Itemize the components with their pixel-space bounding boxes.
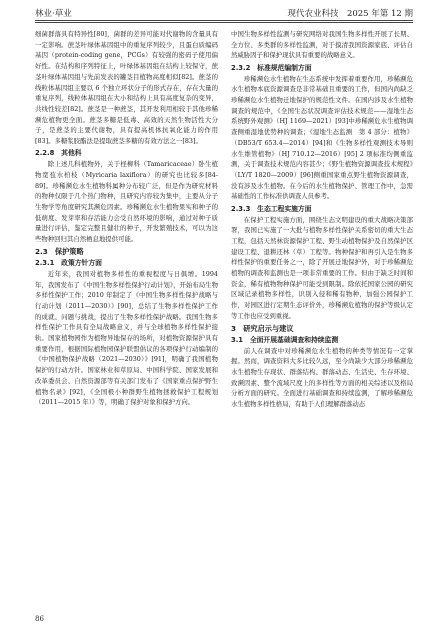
paragraph: 在保护工程实施方面，围绕生态文明建设的重大战略决策部署，我国已实施了一大批与植物多样性保护关系密切的重大生态工程，包括天然林资源保护工程、野生动植物保护及自然保护区建设工程、退耕还林（草）工程等。物种保护和再引入是生物多样性保护的重要任务之一，除了开展迁地保护外，对于珍稀濒危植物的调查和监测也是一项非常重要的工作。但由于缺乏时间和资金，稀有植物物种保护可能受到限制。除依托国家公园的研究区域记录植物多样性，识别入侵和稀有物种，加强公园保护工作，对园区进行定期生态评价外，珍稀濒危植物的保护等级认定等工作也应受到重视。 bbox=[231, 215, 413, 320]
header-journal-issue: 现代农业科技 2025 年第 12 期 bbox=[287, 9, 413, 19]
section-heading: 3 研究启示与建议 bbox=[231, 324, 294, 334]
right-column bbox=[231, 29, 420, 614]
subsection-heading: 3.1 全面开展基础调查和持续监测 bbox=[231, 335, 339, 344]
header-rule bbox=[35, 20, 413, 21]
section-heading: 2.3 保护策略 bbox=[35, 247, 84, 257]
paragraph: 近年来，我国对植物多样性的重视程度与日俱增。1994 年，我国发布了《中国生物多样性保护行动计划》，开始布局生物多样性保护工作；2010 年制定了《中国生物多样性保护战略与行动计划（2011—2030）》[90]，总结了生物多样性保护工作的成就、问题与挑战，提出了生物多样性保护战略。我国生物多样性保护工作具有全局战略意义，并与全球植物多样性保护接轨。国家植物园作为植物异地保存的场所，对植物资源保护具有重要作用，根据国际植物园保护联盟倡议的各项保护行动编制的《中国植物保护战略（2021—2030）》[91]，明确了我国植物保护的行动方针。国家林业和草原局、中国科学院、国家发展和改革委员会、自然资源部等有关部门发布了《国家重点保护野生植物名录》[92]，《全国极小种群野生植物拯救保护工程规划（2011—2015 年）》等，明确了保护对象和保护方向。 bbox=[35, 269, 218, 407]
subsection-heading: 2.3.1 政策方针方面 bbox=[35, 258, 102, 267]
section-heading: 2.2.8 其他科 bbox=[35, 149, 82, 158]
paragraph: 中国生物多样性监测与研究网络对我国生物多样性开展了长期、全方位、多类群的多样性监测，对于摸清我国资源家底、评估自然威胁因子和保护现状具有重要的战略意义。 bbox=[231, 30, 413, 60]
subsection-heading: 2.3.2 标准规范编制方面 bbox=[231, 63, 312, 72]
paragraph: 前人在调查中对珍稀濒危水生植物的种类等情况有一定掌握。然而，调查资料大多比较久远，至今尚缺少大部分珍稀濒危水生植物生存现状、群落结构、群落动态、生活史、生存环境、致濒因素、整个流域尺度上的多样性等方面的相关综述以及格局分析方面的研究。全面进行基础调查和持续监测，了解珍稀濒危水生植物多样性格局，有助于人们理解群落动态 bbox=[231, 346, 413, 409]
paragraph: 珍稀濒危水生植物在生态系统中发挥着重要作用，珍稀濒危水生植物本底资源调查是非常基础且重要的工作，但国内尚缺乏珍稀濒危水生植物迁地保护的规范性文件。在国内涉及水生植物调查的规范中，《全国生态状况调查评估技术规范——湿地生态系统野外观测》（HJ 1169—2021）[93]中珍稀濒危水生植物调查侧重湿地优势种的调查；《湿地生态监测 第 4 部分：植物》（DB53/T 653.4—2014）[94]和《生物多样性观测技术导则 水生维管植物》（HJ 710.12—2016）[95] 2 项标准均侧重监测，关于调查技术规范内容甚少；《野生植物资源调查技术规程》（LY/T 1820—2009）[96]侧重国家重点野生植物资源调查，没有涉及水生植物。在今后的水生植物保护、管理工作中，急需基础性的工作标准供调查人员参考。 bbox=[231, 74, 420, 201]
subsection-heading: 2.3.3 生态工程实施方面 bbox=[231, 204, 312, 213]
header-section-label: 林业·草业 bbox=[35, 9, 72, 19]
left-column bbox=[35, 29, 218, 614]
page-header bbox=[0, 5, 427, 25]
paragraph: 细菌群落具有特异性[80]，菌群的差异可能对代谢物的含量具有一定影响。蔗茎叶绿体基因组中的重复序列较少，且蛋白质编码基因（protein-coding gene，PCGs）有较强的密码子使用偏好性。在结构和序列特征上，叶绿体基因组在结构上较保守，蔗茎叶绿体基因组与先前发表的罐茎目植物高度相似[82]。蔗茎的线粒体基因组主要以 6 个独立环状分子的形式存在，存在大量的重复序列，线粒体基因组在大小和结构上具有高度复杂的变异，共线性较差[82]。蔗茎是一种蔗茎，其开发利用相较于其他珍稀濒危植物更全面。蔗茎多糖是低毒、高效的天然生物活性大分子，是蔗茎的主要代谢物，具有提高机体抗氧化能力的作用[83]。多糖浆胶酯法是提取蔗茎多糖的有效方法之一[83]。 bbox=[35, 30, 218, 146]
header-rule-thin bbox=[35, 22, 413, 23]
page-number: 86 bbox=[35, 615, 44, 623]
paragraph: 除上述几科植物外，关于柽柳科（Tamaricaceae）卧生植物宽苞水柏枝（Myricaria laxiflora）的研究也比较多[84-89]。珍稀濒危水生植物科属种分布较广泛，但是作为研究材料的物种仅限于几个热门物种，且研究内容较为集中，主要从分子生物学等角度研究其濒危因素。珍稀濒危水生植物果实和种子的低萌度、发芽率和存活能力会受自然环境的影响，通过对种子质量进行评估，鉴定完整且健壮的种子，开发繁殖技术，可以为这些物种回归其自然栖息地提供可能。 bbox=[35, 160, 218, 244]
